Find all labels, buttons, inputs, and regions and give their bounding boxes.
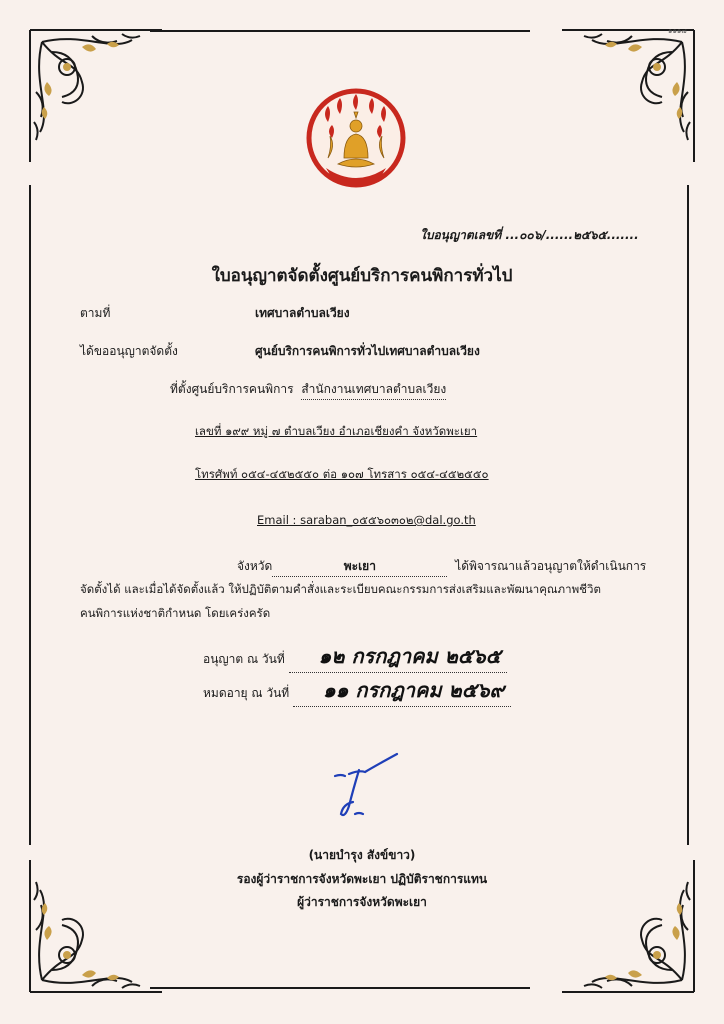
by-label: ตามที่ xyxy=(80,306,111,320)
province-value xyxy=(272,557,447,577)
province-label: จังหวัด xyxy=(237,559,273,573)
issued-label: อนุญาต ณ วันที่ xyxy=(203,652,285,666)
requested-label: ได้ขออนุญาตจัดตั้ง xyxy=(80,344,178,358)
phone-fax: โทรศัพท์ ๐๕๔-๔๕๒๕๕๐ ต่อ ๑๐๗ โทรสาร ๐๕๔-๔๕๒๕๕๐ xyxy=(195,467,489,481)
corner-ornament-top-left xyxy=(22,22,172,172)
location-label: ที่ตั้งศูนย์บริการคนพิการ xyxy=(170,382,294,396)
province-after: ได้พิจารณาแล้วอนุญาตให้ดำเนินการ xyxy=(455,559,647,573)
signer-name: (นายบำรุง สังข์ขาว) xyxy=(308,848,416,862)
address: เลขที่ ๑๙๙ หมู่ ๗ ตำบลเวียง อำเภอเชียงคำ จังหวัดพะเยา xyxy=(195,424,478,438)
frame-top xyxy=(150,30,530,32)
location-value: สำนักงานเทศบาลตำบลเวียง xyxy=(301,380,446,400)
signer-title-2: ผู้ว่าราชการจังหวัดพะเยา xyxy=(297,895,427,909)
expires-row xyxy=(203,674,511,707)
issued-row xyxy=(203,640,507,673)
province-row xyxy=(237,557,646,577)
location-row xyxy=(170,380,446,400)
frame-bottom xyxy=(150,987,530,989)
certificate-title: ใบอนุญาตจัดตั้งศูนย์บริการคนพิการทั่วไป xyxy=(211,266,513,286)
expires-date: ๑๑ กรกฎาคม ๒๕๖๙ xyxy=(323,678,505,702)
signer-title-1: รองผู้ว่าราชการจังหวัดพะเยา ปฏิบัติราชการแทน xyxy=(236,872,488,886)
email: Email : saraban_๐๕๕๖๐๓๐๒@dal.go.th xyxy=(257,513,476,527)
signature-icon xyxy=(325,748,405,828)
permit-number: ใบอนุญาตเลขที่ ...๐๐๖/......๒๕๖๕....... xyxy=(420,228,639,242)
issued-date: ๑๒ กรกฎาคม ๒๕๖๕ xyxy=(318,644,501,668)
expires-field xyxy=(293,674,511,707)
body-line-3: คนพิการแห่งชาติกำหนด โดยเคร่งครัด xyxy=(80,606,271,620)
provincial-seal-icon xyxy=(306,88,406,192)
corner-ornament-top-right xyxy=(552,22,702,172)
corner-number: ๑๑๑๗ xyxy=(668,27,687,35)
expires-label: หมดอายุ ณ วันที่ xyxy=(203,686,290,700)
by-value: เทศบาลตำบลเวียง xyxy=(255,306,350,320)
province-name: พะเยา xyxy=(343,559,376,573)
body-line-2: จัดตั้งได้ และเมื่อได้จัดตั้งแล้ว ให้ปฏิบัติตามคำสั่งและระเบียบคณะกรรมการส่งเสริมและพัฒนาคุณภาพชีวิต xyxy=(80,582,601,596)
requested-value: ศูนย์บริการคนพิการทั่วไปเทศบาลตำบลเวียง xyxy=(255,344,480,358)
issued-field xyxy=(289,640,507,673)
